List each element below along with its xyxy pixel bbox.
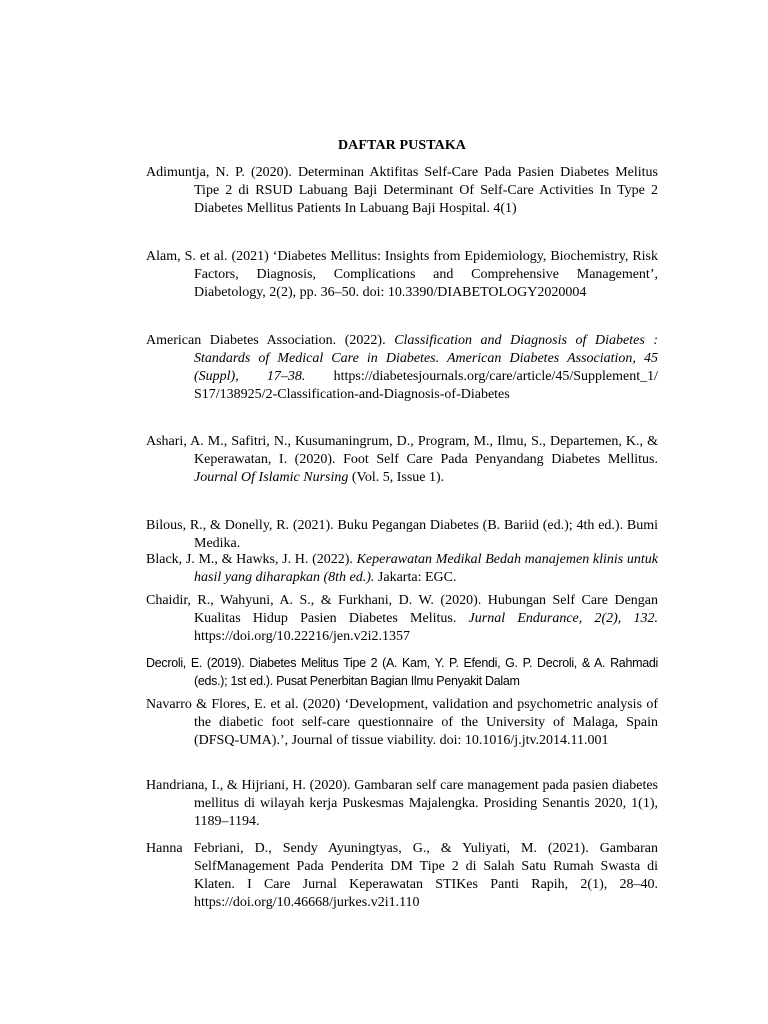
reference-italic-text: Classification and Diagnosis of Diabetes : Standards of Medical Care in Diabetes. American Diabetes Association, 45 (Suppl), 17–38. (194, 333, 659, 384)
reference-text: Jakarta: EGC. (374, 570, 457, 585)
reference-italic-text: Jurnal Endurance, 2(2), 132. (468, 611, 658, 626)
page-title: DAFTAR PUSTAKA (337, 138, 467, 153)
reference-entry (146, 517, 658, 553)
reference-text: Hanna Febriani, D., Sendy Ayuningtyas, G., & Yuliyati, M. (2021). Gambaran SelfManagement Pada Penderita DM Tipe 2 di Salah Satu Rumah Swasta di Klaten. I Care Jurnal Keperawatan STIKes Panti Rapih, 2(1), 28–40. https://doi.org/10.46668/jurkes.v2i1.110 (146, 841, 658, 910)
reference-entry (146, 433, 658, 487)
reference-text: Black, J. M., & Hawks, J. H. (2022). (146, 552, 357, 567)
reference-entry (146, 840, 658, 912)
reference-text: Alam, S. et al. (2021) ‘Diabetes Mellitus: Insights from Epidemiology, Biochemistry, Risk Factors, Diagnosis, Complications and Comprehensive Management’, Diabetology, 2(2), pp. 36–50. doi: 10.3390/DIABETOLOGY2020004 (146, 249, 658, 300)
reference-entry (146, 777, 658, 831)
reference-text: American Diabetes Association. (2022). (146, 333, 395, 348)
reference-text: (Vol. 5, Issue 1). (348, 470, 445, 485)
reference-entry (146, 332, 658, 404)
reference-text: Adimuntja, N. P. (2020). Determinan Aktifitas Self-Care Pada Pasien Diabetes Melitus Tipe 2 di RSUD Labuang Baji Determinant Of Self-Care Activities In Type 2 Diabetes Mellitus Patients In Labuang Baji Hospital. 4(1) (146, 165, 658, 216)
reference-text: Handriana, I., & Hijriani, H. (2020). Gambaran self care management pada pasien diabetes mellitus di wilayah kerja Puskesmas Majalengka. Prosiding Senantis 2020, 1(1), 1189–1194. (146, 778, 658, 829)
reference-entry (146, 654, 658, 690)
reference-text: Bilous, R., & Donelly, R. (2021). Buku Pegangan Diabetes (B. Bariid (ed.); 4th ed.). Bumi Medika. (146, 518, 658, 551)
reference-text: https://diabetesjournals.org/care/article/45/Supplement_1/ S17/138925/2-Classification-and-Diagnosis-of-Diabetes (194, 369, 659, 402)
reference-text: Decroli, E. (2019). Diabetes Melitus Tipe 2 (A. Kam, Y. P. Efendi, G. P. Decroli, & A. Rahmadi (eds.); 1st ed.). Pusat Penerbitan Bagian Ilmu Penyakit Dalam (146, 656, 658, 688)
reference-italic-text: Journal Of Islamic Nursing (194, 470, 349, 485)
reference-text: Ashari, A. M., Safitri, N., Kusumaningrum, D., Program, M., Ilmu, S., Departemen, K., & Keperawatan, I. (2020). Foot Self Care Pada Penyandang Diabetes Mellitus. (146, 434, 658, 467)
reference-text: https://doi.org/10.22216/jen.v2i2.1357 (194, 629, 410, 644)
reference-entry (146, 248, 658, 302)
reference-entry (146, 164, 658, 218)
reference-text: Chaidir, R., Wahyuni, A. S., & Furkhani, D. W. (2020). Hubungan Self Care Dengan Kualitas Hidup Pasien Diabetes Melitus. (146, 593, 658, 626)
reference-text: Navarro & Flores, E. et al. (2020) ‘Development, validation and psychometric analysis of the diabetic foot self-care questionnaire of the University of Malaga, Spain (DFSQ-UMA).’, Journal of tissue viability. doi: 10.1016/j.jtv.2014.11.001 (146, 697, 658, 748)
reference-entry (146, 696, 658, 750)
reference-italic-text: Keperawatan Medikal Bedah manajemen klinis untuk hasil yang diharapkan (8th ed.). (194, 552, 658, 585)
reference-entry (146, 551, 658, 587)
reference-entry (146, 592, 658, 646)
